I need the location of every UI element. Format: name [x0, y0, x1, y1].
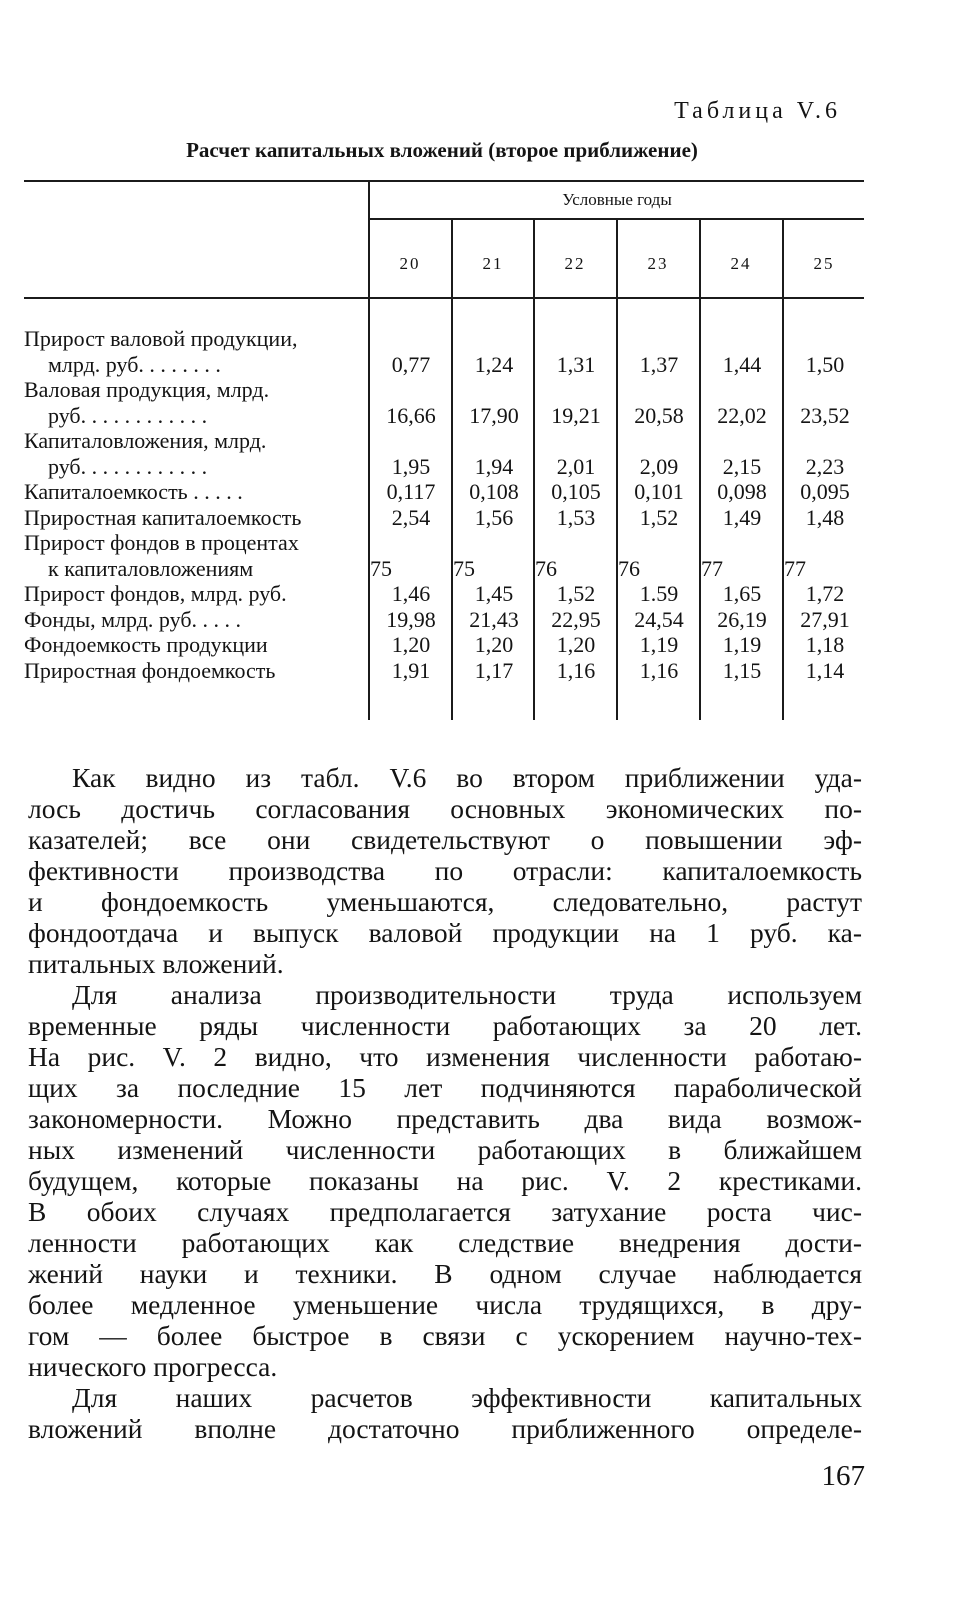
paragraph-line: временные ряды численности работающих за 20 лет.: [28, 1010, 862, 1041]
table-cell: 1,20: [556, 632, 596, 657]
table-cell: 27,91: [800, 606, 850, 632]
table-cell: 1,50: [805, 351, 845, 377]
table-cell: 23,52: [800, 402, 850, 428]
table-cell: 1.59: [639, 581, 679, 606]
year-header: 24: [730, 254, 752, 273]
table-cell: 17,90: [469, 402, 519, 428]
paragraph-line: жений науки и техники. В одном случае наблюдается: [28, 1258, 862, 1289]
year-header: 21: [482, 254, 504, 273]
table-cell: 1,65: [722, 581, 762, 606]
table-cell: 20,58: [634, 402, 684, 428]
table-cell: 0,098: [717, 479, 767, 504]
row-label: к капиталовложениям: [48, 555, 254, 581]
table-cell: 1,72: [805, 581, 845, 606]
paragraph-line: На рис. V. 2 видно, что изменения численности работаю-: [28, 1041, 862, 1072]
row-label: млрд. руб. . . . . . . .: [48, 351, 221, 377]
table-label: Таблица V.6: [674, 98, 841, 124]
table-cell: 0,105: [551, 479, 601, 504]
table-cell: 77: [701, 555, 723, 581]
table-cell: 1,17: [474, 657, 514, 683]
table-cell: 1,15: [722, 657, 762, 683]
paragraph-line: ных изменений численности работающих в ближайшем: [28, 1134, 862, 1165]
paragraph-line: Для анализа производительности труда используем: [72, 979, 862, 1010]
table-cell: 21,43: [469, 606, 519, 632]
table-cell: 1,52: [556, 581, 596, 606]
table-cell: 1,20: [474, 632, 514, 657]
table-cell: 1,45: [474, 581, 514, 606]
table-cell: 2,54: [391, 504, 431, 530]
table-top-rule: [24, 180, 864, 182]
table-cell: 26,19: [717, 606, 767, 632]
table-cell: 75: [453, 555, 475, 581]
table-cell: 0,101: [634, 479, 684, 504]
table-cell: 0,117: [386, 479, 436, 504]
table-header-rule: [24, 297, 864, 299]
row-label: Прирост фондов, млрд. руб.: [24, 581, 287, 606]
table-cell: 0,108: [469, 479, 519, 504]
table-cell: 1,20: [391, 632, 431, 657]
table-cell: 19,21: [551, 402, 601, 428]
table-cell: 75: [370, 555, 392, 581]
row-label: Капиталовложения, млрд.: [24, 428, 267, 453]
table-cell: 22,95: [551, 606, 601, 632]
years-caption: Условные годы: [562, 190, 672, 209]
page-number: 167: [821, 1460, 865, 1492]
row-label: Валовая продукция, млрд.: [24, 377, 270, 402]
table-cell: 1,14: [805, 657, 845, 683]
year-header: 22: [564, 254, 586, 273]
table-cell: 1,19: [639, 632, 679, 657]
table-cell: 1,16: [556, 657, 596, 683]
row-label: Фонды, млрд. руб. . . . .: [24, 606, 242, 632]
paragraph-line: и фондоемкость уменьшаются, следовательно, растут: [28, 886, 862, 917]
row-label: Прирост валовой продукции,: [24, 326, 298, 351]
row-label: Приростная фондоемкость: [24, 657, 276, 683]
year-header: 20: [399, 254, 421, 273]
paragraph-line: нического прогресса.: [28, 1351, 278, 1382]
paragraph-line: Для наших расчетов эффективности капитальных: [72, 1382, 862, 1413]
row-label: Фондоемкость продукции: [24, 632, 268, 657]
table-cell: 24,54: [634, 606, 684, 632]
paragraph-line: казателей; все они свидетельствуют о повышении эф-: [28, 824, 862, 855]
table-cell: 2,01: [556, 453, 596, 479]
paragraph-line: более медленное уменьшение числа трудящихся, в дру-: [28, 1289, 862, 1320]
paragraph-line: В обоих случаях предполагается затухание роста чис-: [28, 1196, 862, 1227]
table-cell: 76: [618, 555, 640, 581]
paragraph-line: фондоотдача и выпуск валовой продукции на 1 руб. ка-: [28, 917, 862, 948]
row-label: Прирост фондов в процентах: [24, 530, 299, 555]
year-header: 25: [813, 254, 835, 273]
table-cell: 1,46: [391, 581, 431, 606]
table-cell: 1,19: [722, 632, 762, 657]
paragraph-line: фективности производства по отрасли: капиталоемкость: [28, 855, 862, 886]
table-cell: 2,09: [639, 453, 679, 479]
table-cell: 1,31: [556, 351, 596, 377]
table-cell: 1,37: [639, 351, 679, 377]
table-cell: 1,16: [639, 657, 679, 683]
table-cell: 1,94: [474, 453, 514, 479]
row-label: Приростная капиталоемкость: [24, 504, 302, 530]
table-cell: 1,49: [722, 504, 762, 530]
paragraph-line: питальных вложений.: [28, 948, 284, 979]
table-cell: 1,95: [391, 453, 431, 479]
table-cell: 0,095: [800, 479, 850, 504]
row-label: руб. . . . . . . . . . . .: [48, 402, 208, 428]
table-cell: 1,18: [805, 632, 845, 657]
table-cell: 1,24: [474, 351, 514, 377]
table-cell: 1,44: [722, 351, 762, 377]
table-cell: 2,23: [805, 453, 845, 479]
table-title: Расчет капитальных вложений (второе приближение): [186, 138, 698, 162]
paragraph-line: будущем, которые показаны на рис. V. 2 крестиками.: [28, 1165, 862, 1196]
table-cell: 1,56: [474, 504, 514, 530]
table-cell: 1,52: [639, 504, 679, 530]
table-cell: 0,77: [391, 351, 431, 377]
table-cell: 16,66: [386, 402, 436, 428]
paragraph-line: Как видно из табл. V.6 во втором приближении уда-: [72, 762, 862, 793]
body-text: [28, 762, 862, 1444]
table-cell: 22,02: [717, 402, 767, 428]
table-cell: 76: [535, 555, 557, 581]
row-label: Капиталоемкость . . . . .: [24, 479, 243, 504]
table-cell: 77: [784, 555, 806, 581]
paragraph-line: закономерности. Можно представить два вида возмож-: [28, 1103, 862, 1134]
paragraph-line: гом — более быстрое в связи с ускорением научно-тех-: [28, 1320, 862, 1351]
year-header: 23: [647, 254, 669, 273]
paragraph-line: щих за последние 15 лет подчиняются параболической: [28, 1072, 862, 1103]
paragraph-line: лось достичь согласования основных экономических по-: [28, 793, 862, 824]
table-cell: 1,48: [805, 504, 845, 530]
table-cell: 1,91: [391, 657, 431, 683]
paragraph-line: вложений вполне достаточно приближенного определе-: [28, 1413, 862, 1444]
row-label: руб. . . . . . . . . . . .: [48, 453, 208, 479]
table-cell: 19,98: [386, 606, 436, 632]
table-cell: 1,53: [556, 504, 596, 530]
table-cell: 2,15: [722, 453, 762, 479]
paragraph-line: ленности работающих как следствие внедрения дости-: [28, 1227, 862, 1258]
